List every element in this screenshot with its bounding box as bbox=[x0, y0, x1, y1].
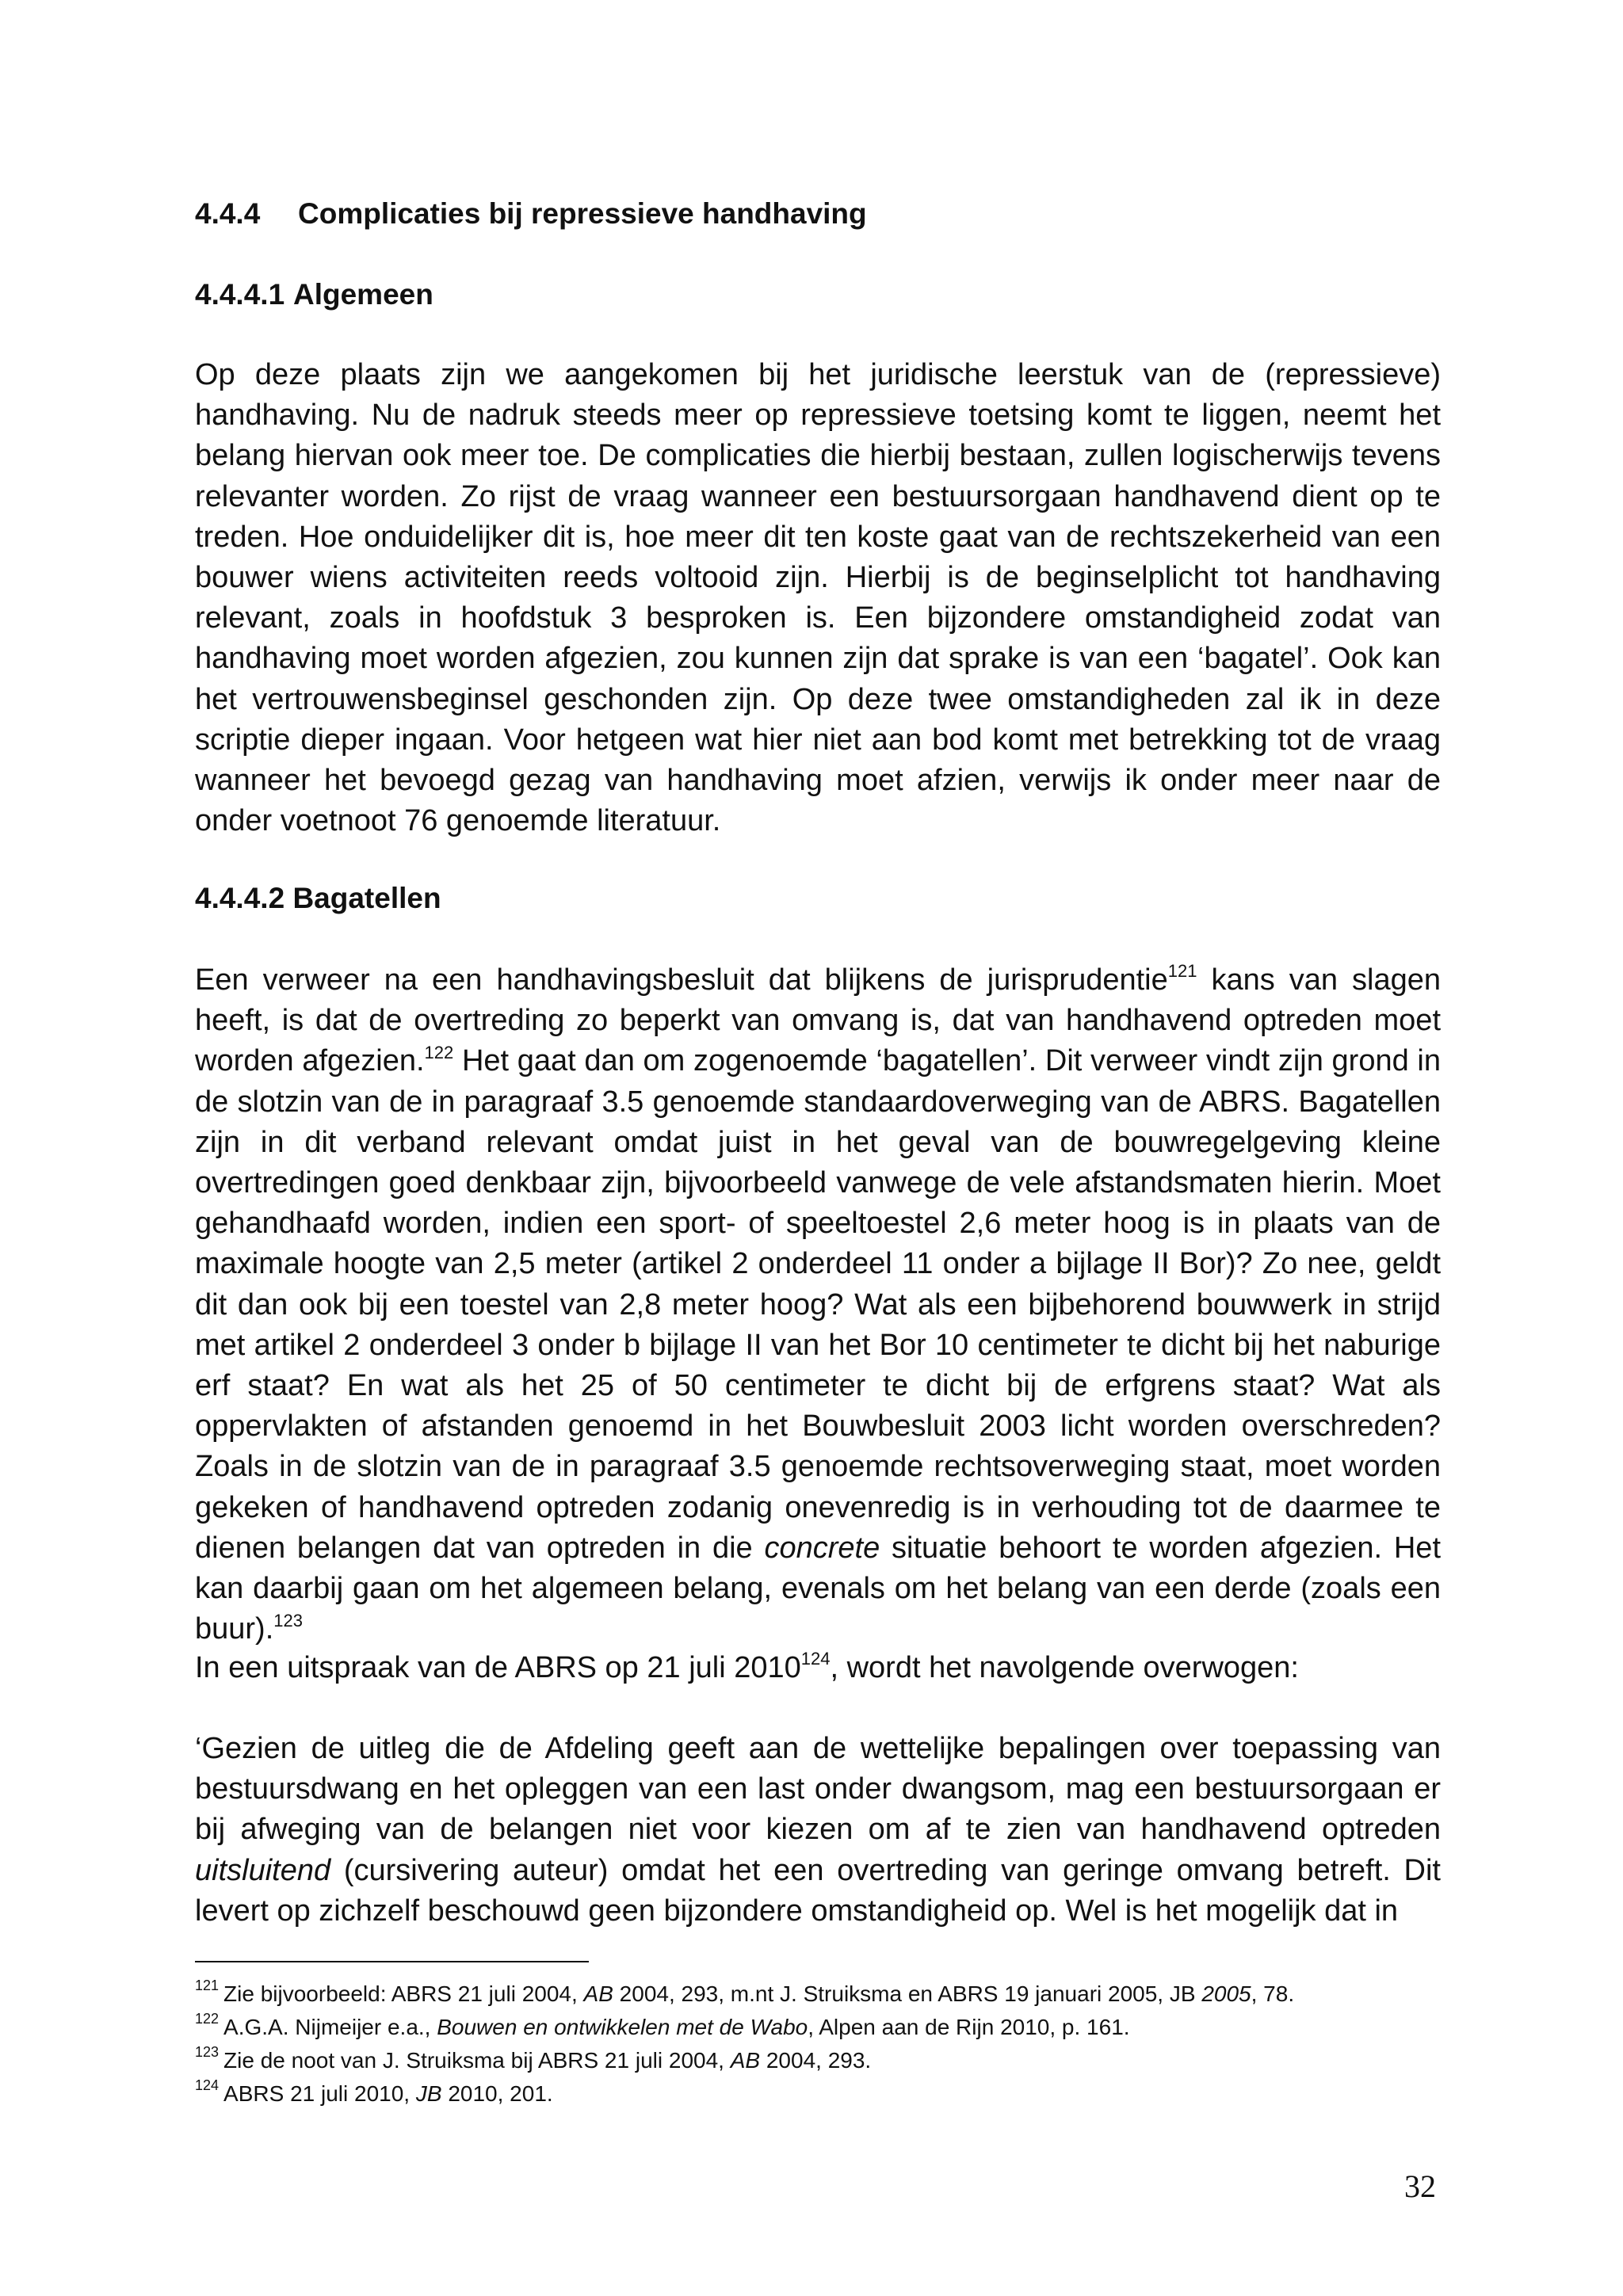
footnote-text: 2004, 293. bbox=[760, 2048, 872, 2073]
footnote-text: 2010, 201. bbox=[441, 2081, 553, 2106]
footnote-italic: AB bbox=[583, 1981, 613, 2006]
text-run: Het gaat dan om zogenoemde ‘bagatellen’. Dit verweer vindt zijn grond in de slotzin van de in paragraaf 3.5 genoemde standaardoverweging van de ABRS. Bagatellen zijn in dit verband relevant omdat juist in het geval van de bouwregelgeving kleine overtredingen goed denkbaar zijn, bijvoorbeeld vanwege de vele afstandsmaten hierin. Moet gehandhaafd worden, indien een sport- of speeltoestel 2,6 meter hoog is in plaats van de maximale hoogte van 2,5 meter (artikel 2 onderdeel 11 onder a bijlage II Bor)? Zo nee, geldt dit dan ook bij een toestel van 2,8 meter hoog? Wat als een bijbehorend bouwwerk in strijd met artikel 2 onderdeel 3 onder b bijlage II van het Bor 10 centimeter te dicht bij het naburige erf staat? En wat als het 25 of 50 centimeter te dicht bij de erfgrens staat? Wat als oppervlakten of afstanden genoemd in het Bouwbesluit 2003 licht worden overschreden? Zoals in de slotzin van de in paragraaf 3.5 genoemde rechtsoverweging staat, moet worden gekeken of handhavend optreden zodanig onevenredig is in verhouding tot de daarmee te dienen belangen dat van optreden in die bbox=[195, 1044, 1441, 1565]
paragraph-bagatellen bbox=[195, 960, 1441, 1650]
footnote-ref-121: 121 bbox=[1167, 961, 1197, 982]
page-number: 32 bbox=[1404, 2168, 1436, 2204]
footnote-number: 122 bbox=[195, 2010, 220, 2027]
text-run: (cursivering auteur) omdat het een overtreding van geringe omvang betreft. Dit levert op zichzelf beschouwd geen bijzondere omstandigheid op. Wel is het mogelijk dat in bbox=[195, 1853, 1441, 1928]
footnote-121 bbox=[195, 1978, 1463, 2011]
footnote-124 bbox=[195, 2077, 1463, 2111]
subsection-number: 4.4.4.2 bbox=[195, 882, 285, 914]
text-run: Een verweer na een handhavingsbesluit dat blijkens de jurisprudentie bbox=[195, 963, 1168, 997]
footnote-number: 123 bbox=[195, 2043, 220, 2060]
subsection-title: Algemeen bbox=[293, 278, 433, 311]
subsection-heading-bagatellen bbox=[195, 879, 441, 917]
paragraph-uitspraak bbox=[195, 1648, 1441, 1688]
text-run: In een uitspraak van de ABRS op 21 juli 2010 bbox=[195, 1651, 801, 1684]
italic-text: concrete bbox=[764, 1531, 880, 1565]
footnote-text: ABRS 21 juli 2010, bbox=[223, 2081, 416, 2106]
italic-text: uitsluitend bbox=[195, 1853, 331, 1887]
footnote-ref-124: 124 bbox=[800, 1649, 831, 1669]
footnote-text: 2004, 293, m.nt J. Struiksma en ABRS 19 januari 2005, JB bbox=[613, 1981, 1202, 2006]
footnote-italic: 2005 bbox=[1201, 1981, 1251, 2006]
footnote-ref-123: 123 bbox=[273, 1610, 303, 1630]
text-run: situatie behoort te worden afgezien. Het kan daarbij gaan om het algemeen belang, evenals om het belang van een derde (zoals een buur). bbox=[195, 1531, 1441, 1646]
footnote-122 bbox=[195, 2011, 1463, 2044]
quote-paragraph bbox=[195, 1729, 1441, 1932]
footnote-italic: AB bbox=[730, 2048, 761, 2073]
footnote-number: 121 bbox=[195, 1977, 220, 1993]
footnote-123 bbox=[195, 2044, 1463, 2077]
footnote-number: 124 bbox=[195, 2077, 220, 2093]
footnote-divider bbox=[195, 1961, 589, 1962]
footnote-text: , Alpen aan de Rijn 2010, p. 161. bbox=[808, 2015, 1130, 2039]
subsection-title: Bagatellen bbox=[292, 882, 441, 914]
section-number: 4.4.4 bbox=[195, 197, 261, 230]
footnote-text: Zie de noot van J. Struiksma bij ABRS 21 juli 2004, bbox=[223, 2048, 731, 2073]
footnote-text: , 78. bbox=[1251, 1981, 1295, 2006]
footnote-text: Zie bijvoorbeeld: ABRS 21 juli 2004, bbox=[223, 1981, 584, 2006]
section-heading bbox=[195, 195, 867, 233]
footnote-italic: JB bbox=[415, 2081, 442, 2106]
subsection-number: 4.4.4.1 bbox=[195, 278, 285, 311]
footnote-ref-122: 122 bbox=[424, 1042, 454, 1062]
footnote-italic: Bouwen en ontwikkelen met de Wabo bbox=[437, 2015, 808, 2039]
text-run: ‘Gezien de uitleg die de Afdeling geeft aan de wettelijke bepalingen over toepassing van bestuursdwang en het opleggen van een last onder dwangsom, mag een bestuursorgaan er bij afweging van de belangen niet voor kiezen om af te zien van handhavend optreden bbox=[195, 1732, 1441, 1847]
paragraph-algemeen: Op deze plaats zijn we aangekomen bij het juridische leerstuk van de (repressieve) handhaving. Nu de nadruk steeds meer op repressieve toetsing komt te liggen, neemt het belang hiervan ook meer toe. De complicaties die hierbij bestaan, zullen logischerwijs tevens relevanter worden. Zo rijst de vraag wanneer een bestuursorgaan handhavend dient op te treden. Hoe onduidelijker dit is, hoe meer dit ten koste gaat van de rechtszekerheid van een bouwer wiens activiteiten reeds voltooid zijn. Hierbij is de beginselplicht tot handhaving relevant, zoals in hoofdstuk 3 besproken is. Een bijzondere omstandigheid zodat van handhaving moet worden afgezien, zou kunnen zijn dat sprake is van een ‘bagatel’. Ook kan het vertrouwensbeginsel geschonden zijn. Op deze twee omstandigheden zal ik in deze scriptie dieper ingaan. Voor hetgeen wat hier niet aan bod komt met betrekking tot de vraag wanneer het bevoegd gezag van handhaving moet afzien, verwijs ik onder meer naar de onder voetnoot 76 genoemde literatuur. bbox=[195, 358, 1441, 838]
section-title: Complicaties bij repressieve handhaving bbox=[298, 197, 867, 230]
text-run: , wordt het navolgende overwogen: bbox=[830, 1651, 1299, 1684]
footnote-text: A.G.A. Nijmeijer e.a., bbox=[223, 2015, 437, 2039]
text-run: kans van slagen heeft, is dat de overtreding zo beperkt van omvang is, dat van handhavend optreden moet worden afgezien. bbox=[195, 963, 1442, 1078]
footnotes bbox=[195, 1978, 1463, 2111]
subsection-heading-algemeen bbox=[195, 276, 433, 314]
